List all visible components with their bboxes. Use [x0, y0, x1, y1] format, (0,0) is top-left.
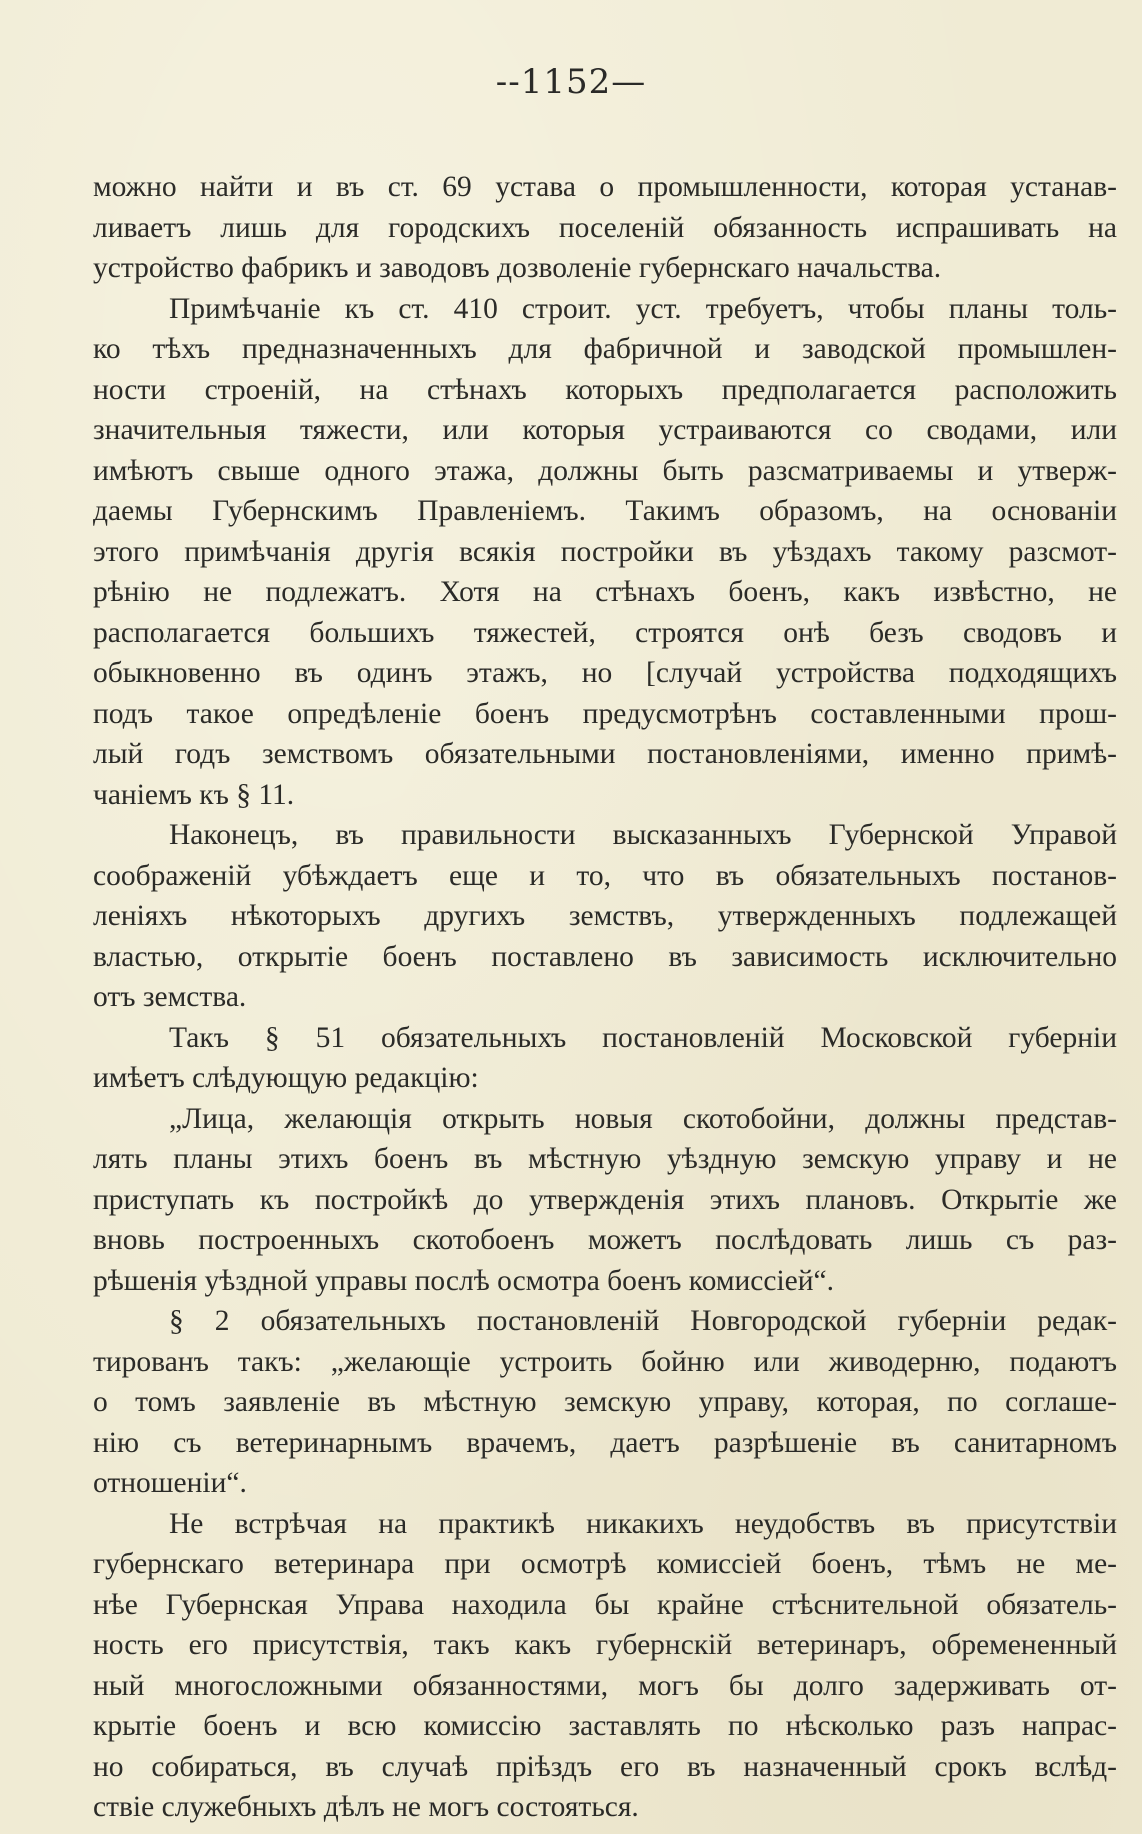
text-line: § 2 обязательныхъ постановленій Новгородской губерніи редак- — [169, 1305, 1117, 1337]
text-line: этого примѣчанія другія всякія постройки въ уѣздахъ такому разсмот- — [93, 535, 1117, 568]
text-line: леніяхъ нѣкоторыхъ другихъ земствъ, утвержденныхъ подлежащей — [93, 900, 1117, 932]
text-line: властью, открытіе боенъ поставлено въ зависимость исключительно — [93, 940, 1117, 973]
text-line: устройство фабрикъ и заводовъ дозволеніе губернскаго начальства. — [93, 252, 942, 284]
text-line: отъ земства. — [93, 981, 247, 1013]
text-line: ности строеній, на стѣнахъ которыхъ предполагается расположить — [93, 373, 1117, 406]
text-line: располагается большихъ тяжестей, строятся онѣ безъ сводовъ и — [93, 616, 1117, 649]
text-line: Не встрѣчая на практикѣ никакихъ неудобствъ въ присутствіи — [169, 1507, 1117, 1540]
text-line: ность его присутствія, такъ какъ губернскій ветеринаръ, обремененный — [93, 1629, 1117, 1661]
text-line: подъ такое опредѣленіе боенъ предусмотрѣнъ составленными прош- — [93, 697, 1117, 730]
text-line: Примѣчаніе къ ст. 410 строит. уст. требуетъ, чтобы планы толь- — [169, 292, 1117, 325]
text-line: значительныя тяжести, или которыя устраиваются со сводами, или — [93, 414, 1117, 446]
text-line: тированъ такъ: „желающіе устроить бойню или живодерню, подаютъ — [93, 1345, 1117, 1378]
text-line: Такъ § 51 обязательныхъ постановленій Московской губерніи — [169, 1021, 1117, 1054]
text-line: о томъ заявленіе въ мѣстную земскую управу, которая, по соглаше- — [93, 1386, 1117, 1418]
text-line: имѣетъ слѣдующую редакцію: — [93, 1062, 479, 1094]
text-line: Наконецъ, въ правильности высказанныхъ Губернской Управой — [169, 819, 1117, 851]
text-line: крытіе боенъ и всю комиссію заставлять по нѣсколько разъ напрас- — [93, 1710, 1117, 1742]
text-line: нѣе Губернская Управа находила бы крайне стѣснительной обязатель- — [93, 1588, 1117, 1621]
text-line: лять планы этихъ боенъ въ мѣстную уѣздную земскую управу и не — [93, 1143, 1117, 1175]
body-text — [93, 167, 1117, 1828]
text-line: ливаетъ лишь для городскихъ поселеній обязанность испрашивать на — [93, 211, 1117, 244]
text-line: имѣютъ свыше одного этажа, должны быть разсматриваемы и утверж- — [93, 454, 1117, 487]
text-line: даемы Губернскимъ Правленіемъ. Такимъ образомъ, на основаніи — [93, 495, 1117, 527]
text-line: лый годъ земствомъ обязательными постановленіями, именно примѣ- — [93, 738, 1117, 770]
text-line: нію съ ветеринарнымъ врачемъ, даетъ разрѣшеніе въ санитарномъ — [93, 1426, 1117, 1459]
text-line: можно найти и въ ст. 69 устава о промышленности, которая устанав- — [93, 171, 1117, 203]
text-line: ствіе служебныхъ дѣлъ не могъ состояться. — [93, 1791, 639, 1823]
text-line: ко тѣхъ предназначенныхъ для фабричной и заводской промышлен- — [93, 333, 1117, 365]
text-line: отношеніи“. — [93, 1467, 247, 1499]
text-line: но собираться, въ случаѣ пріѣздъ его въ назначенный срокъ вслѣд- — [93, 1750, 1117, 1783]
page-number: --1152— — [495, 62, 647, 102]
text-line: вновь построенныхъ скотобоенъ можетъ послѣдовать лишь съ раз- — [93, 1224, 1117, 1256]
text-line: ный многосложными обязанностями, могъ бы долго задерживать от- — [93, 1669, 1117, 1702]
text-line: „Лица, желающія открыть новыя скотобойни, должны представ- — [169, 1102, 1117, 1135]
text-line: приступать къ постройкѣ до утвержденія этихъ плановъ. Открытіе же — [93, 1183, 1117, 1216]
text-line: рѣнію не подлежатъ. Хотя на стѣнахъ боенъ, какъ извѣстно, не — [93, 576, 1117, 608]
text-line: рѣшенія уѣздной управы послѣ осмотра боенъ комиссіей“. — [93, 1264, 835, 1297]
text-line: обыкновенно въ одинъ этажъ, но [случай устройства подходящихъ — [93, 657, 1117, 689]
text-line: губернскаго ветеринара при осмотрѣ комиссіей боенъ, тѣмъ не ме- — [93, 1548, 1117, 1580]
text-line: соображеній убѣждаетъ еще и то, что въ обязательныхъ постанов- — [93, 859, 1117, 892]
text-line: чаніемъ къ § 11. — [93, 778, 295, 811]
